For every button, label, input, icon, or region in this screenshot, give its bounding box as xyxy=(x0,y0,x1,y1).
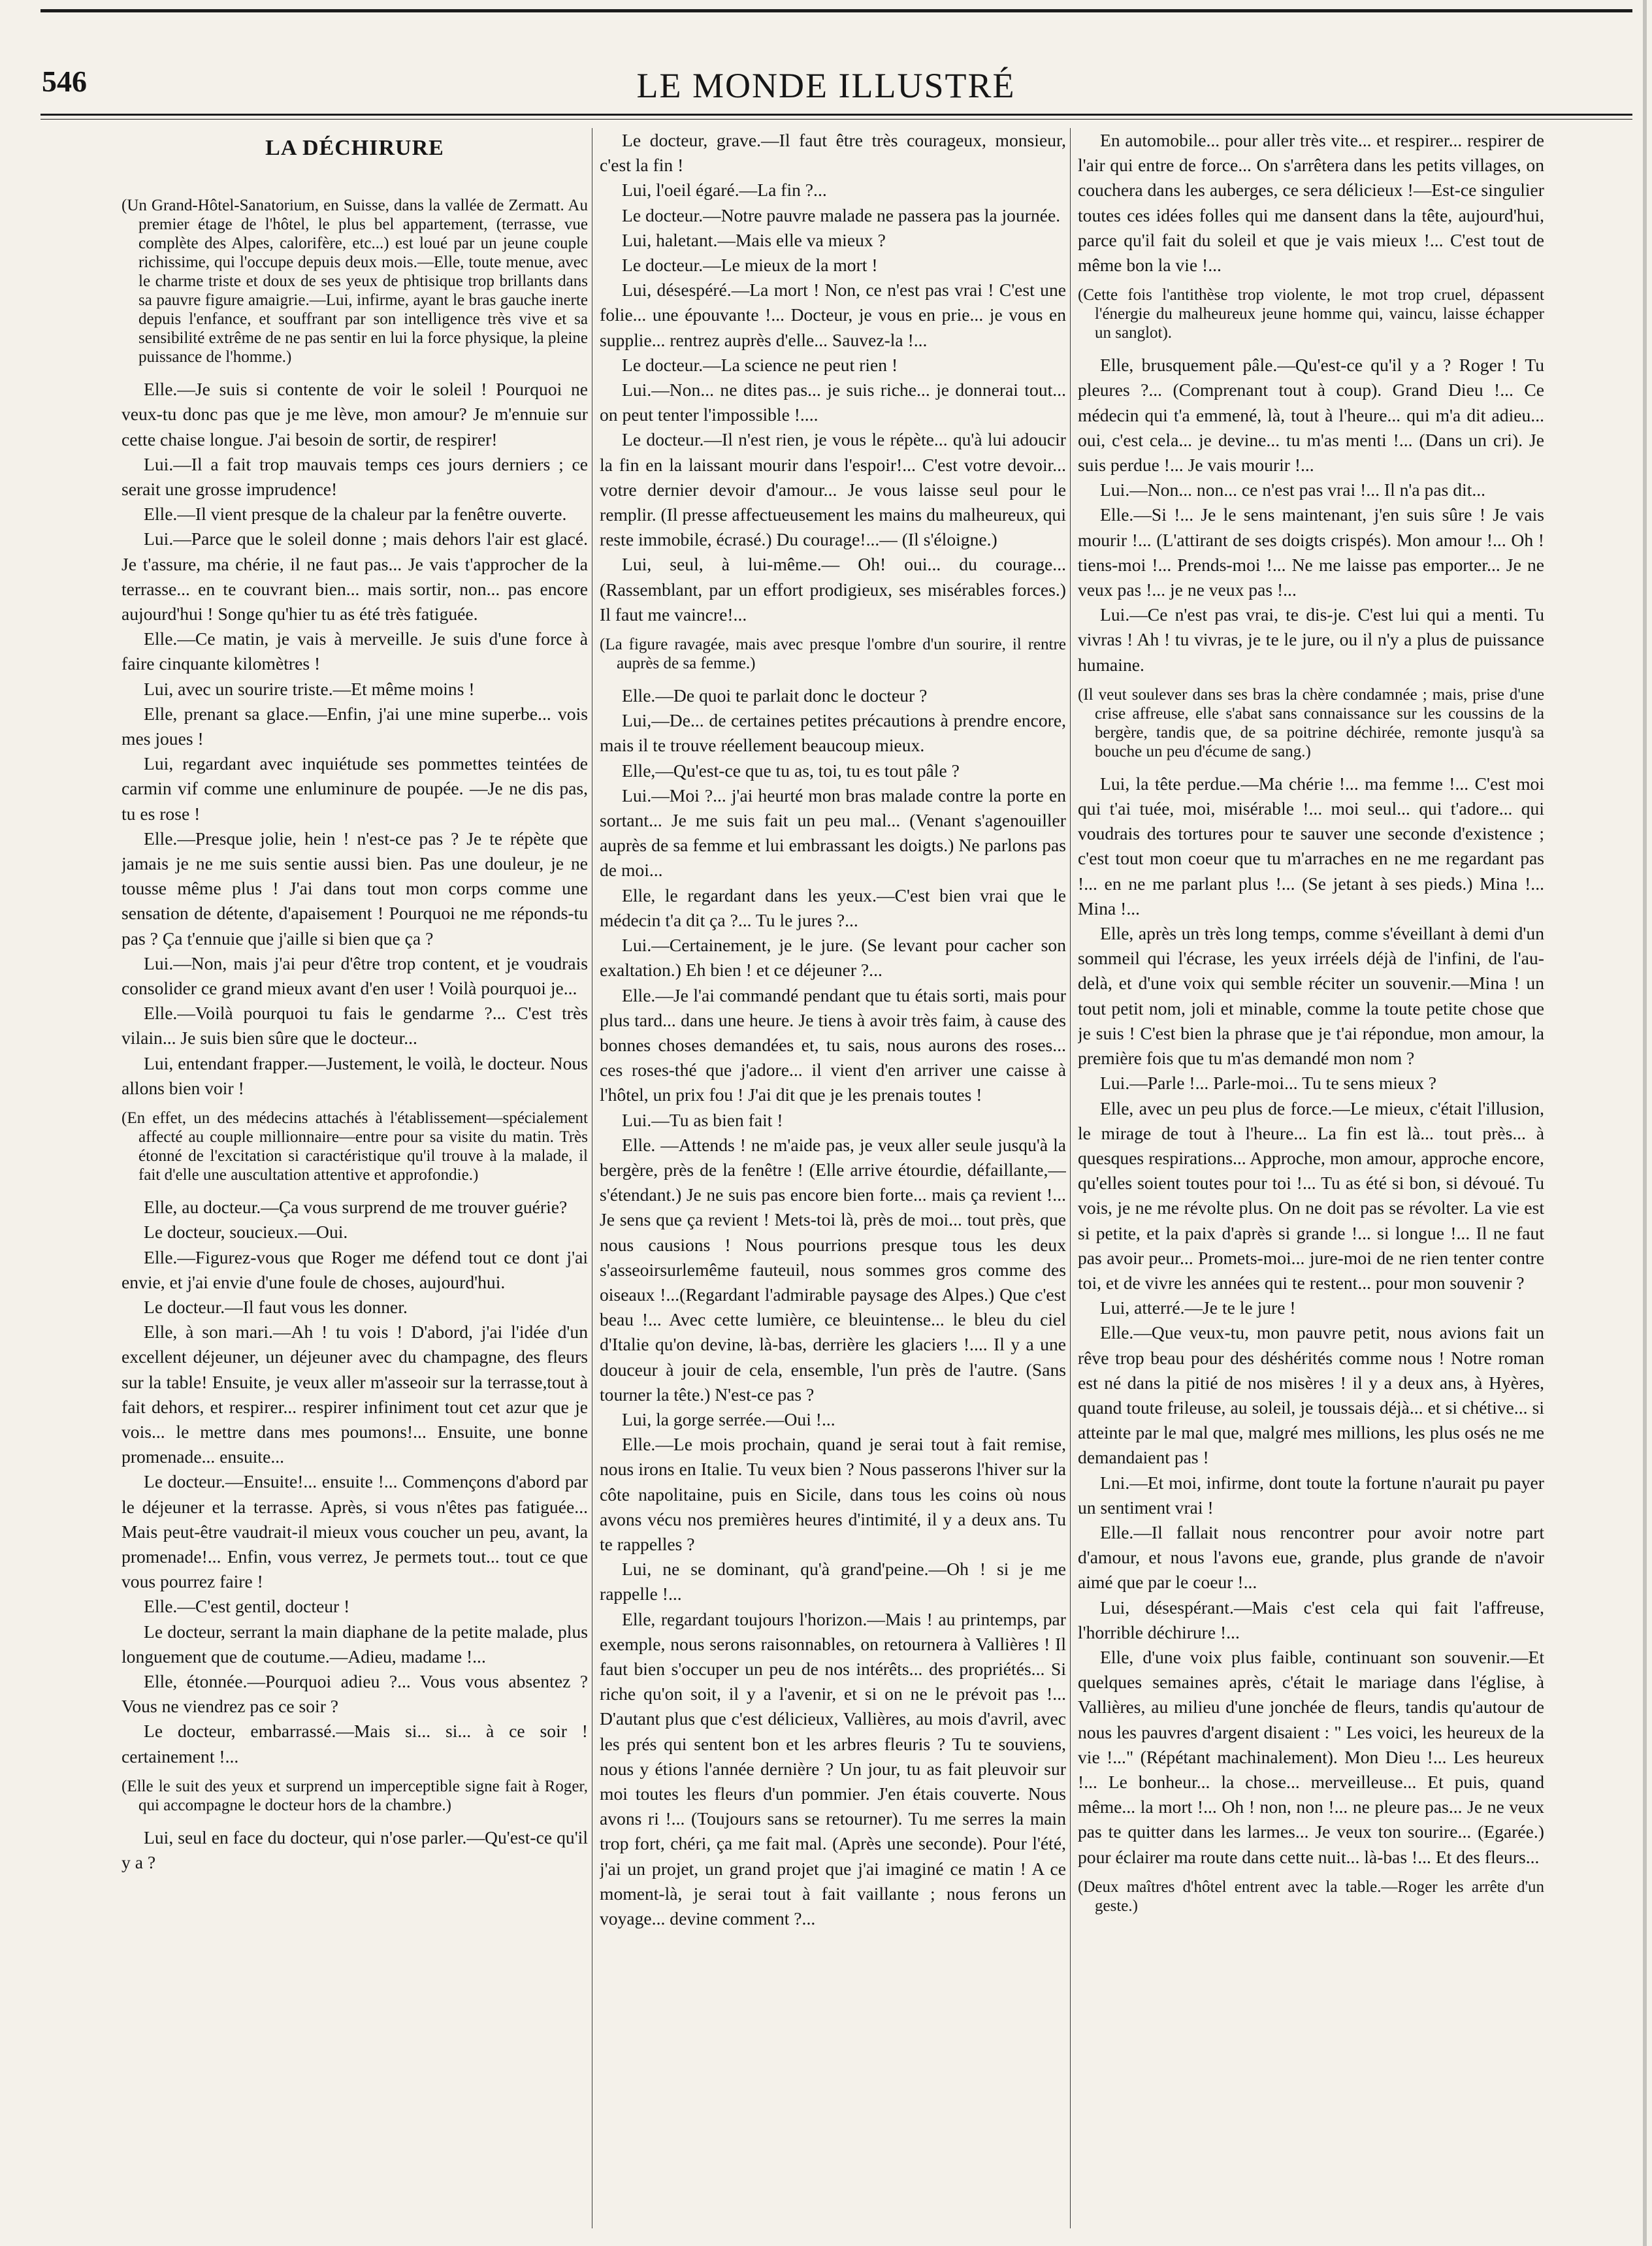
dialogue-paragraph: Le docteur.—Il faut vous les donner. xyxy=(144,1296,408,1317)
dialogue-paragraph: Lui.—Certainement, je le jure. (Se levant pour cacher son exaltation.) Eh bien ! et ce déjeuner ?... xyxy=(600,935,1066,981)
stage-direction: (Un Grand-Hôtel-Sanatorium, en Suisse, dans la vallée de Zermatt. Au premier étage de l'hôtel, le plus bel appartement, (terrasse, vue complète des Alpes, calorifère, etc...) est loué par un jeune couple richissime, qui l'occupe depuis deux mois.—Elle, toute menue, avec le charme triste et doux de ses yeux de phtisique trop brillants dans sa pauvre figure amaigrie.—Lui, infirme, ayant le bras gauche inerte depuis l'enfance, et souffrant par son intelligence très vive et sa sensibilité extrême de ne pas sentir en lui la force physique, la pleine puissance de l'homme.) xyxy=(121,197,588,366)
dialogue-paragraph: Lui, atterré.—Je te le jure ! xyxy=(1100,1297,1296,1318)
dialogue-paragraph: Lui,—De... de certaines petites précautions à prendre encore, mais il te trouve réellement beaucoup mieux. xyxy=(600,710,1066,756)
stage-direction: (Cette fois l'antithèse trop violente, le mot trop cruel, dépassent l'énergie du malheureux jeune homme qui, vaincu, laisse échapper un sanglot). xyxy=(1078,286,1544,342)
dialogue-paragraph: Lni.—Et moi, infirme, dont toute la fortune n'aurait pu payer un sentiment vrai ! xyxy=(1078,1472,1544,1518)
dialogue-paragraph: Lui.—Il a fait trop mauvais temps ces jours derniers ; ce serait une grosse imprudence! xyxy=(121,453,588,500)
article-title: LA DÉCHIRURE xyxy=(265,136,444,160)
dialogue-paragraph: Elle.—Ce matin, je vais à merveille. Je suis d'une force à faire cinquante kilomètres ! xyxy=(121,628,588,674)
dialogue-paragraph: Lui, regardant avec inquiétude ses pommettes teintées de carmin vif comme une enluminure de poupée. —Je ne dis pas, tu es rose ! xyxy=(121,753,588,824)
header-rule-thin xyxy=(40,119,1632,120)
dialogue-paragraph: Le docteur, embarrassé.—Mais si... si... à ce soir ! certainement !... xyxy=(121,1721,588,1766)
stage-direction: (Deux maîtres d'hôtel entrent avec la table.—Roger les arrête d'un geste.) xyxy=(1078,1878,1544,1915)
dialogue-paragraph: Le docteur.—Il n'est rien, je vous le répète... qu'à lui adoucir la fin en la laissant mourir dans l'espoir!... C'est votre devoir... votre dernier devoir d'amour... Je vous laisse seul pour le remplir. (Il presse affectueusement les mains du malheureux, qui reste immobile, écrasé.) Du courage!...— (Il s'éloigne.) xyxy=(600,429,1066,550)
page-edge-shadow xyxy=(1643,0,1647,2246)
column-3 xyxy=(1078,128,1544,2228)
column-1-body xyxy=(121,196,588,1875)
dialogue-paragraph: Lui.—Non, mais j'ai peur d'être trop content, et je voudrais consolider ce grand mieux avant d'en user ! Voilà pourquoi je... xyxy=(121,952,588,999)
dialogue-paragraph: Le docteur, soucieux.—Oui. xyxy=(144,1222,348,1243)
dialogue-paragraph: Le docteur.—Le mieux de la mort ! xyxy=(622,255,878,276)
dialogue-paragraph: Elle, avec un peu plus de force.—Le mieux, c'était l'illusion, le mirage de tout à l'heure... La fin est là... tout près... à quesques respirations... Approche, mon amour, approche encore, qu'elles soient toutes pour toi !... Tu as été si bon, si dévoué. Tu vois, je ne me révolte plus. On ne doit pas se révolter. La vie est si petite, et la paix d'après si grande !... si longue !... Il ne faut pas avoir peur... Promets-moi... jure-moi de ne rien tenter contre toi, et de vivre les années qui te restent... pour mon souvenir ? xyxy=(1078,1098,1544,1293)
dialogue-paragraph: Lui, avec un sourire triste.—Et même moins ! xyxy=(144,678,475,699)
page-number: 546 xyxy=(42,65,87,98)
dialogue-paragraph: Elle.—C'est gentil, docteur ! xyxy=(144,1596,350,1617)
column-3-body xyxy=(1078,128,1544,1915)
dialogue-paragraph: Elle, au docteur.—Ça vous surprend de me trouver guérie? xyxy=(144,1197,568,1218)
dialogue-paragraph: Elle, à son mari.—Ah ! tu vois ! D'abord, j'ai l'idée d'un excellent déjeuner, un déjeuner avec du champagne, des fleurs sur la table! Ensuite, je veux aller m'asseoir sur la terrasse,tout à fait dehors, et respirer... respirer infiniment tout cet azur que je vois... le mettre dans mes poumons!... Ensuite, une bonne promenade... ensuite... xyxy=(121,1322,588,1467)
dialogue-paragraph: Elle.—Presque jolie, hein ! n'est-ce pas ? Je te répète que jamais je ne me suis sentie aussi bien. Pas une douleur, je ne tousse même plus ! J'ai dans tout mon corps comme une sensation de détente, d'apaisement ! Pourquoi ne me réponds-tu pas ? Ça t'ennuie que j'aille si bien que ça ? xyxy=(121,828,588,949)
dialogue-paragraph: Lui, l'oeil égaré.—La fin ?... xyxy=(622,180,827,201)
dialogue-paragraph: Elle, d'une voix plus faible, continuant son souvenir.—Et quelques semaines après, c'était le mariage dans l'église, à Vallières, au milieu d'une jonchée de fleurs, tandis qu'autour de nous les pauvres d'argent disaient : " Les voici, les heureux de la vie !..." (Répétant machinalement). Mon Dieu !... Les heureux !... Le bonheur... la chose... merveilleuse... Et puis, quand même... la mort !... Oh ! non, non !... ne pleure pas... Je ne veux pas te quitter dans les larmes... Je veux ton sourire... (Egarée.) pour éclairer ma route dans cette nuit... là-bas !... Et des fleurs... xyxy=(1078,1646,1544,1867)
dialogue-paragraph: Elle.—Je suis si contente de voir le soleil ! Pourquoi ne veux-tu donc pas que je me lève, mon amour? Je m'ennuie sur cette chaise longue. J'ai besoin de sortir, de respirer! xyxy=(121,379,588,449)
masthead: LE MONDE ILLUSTRÉ xyxy=(636,66,1016,105)
dialogue-paragraph: Lui, entendant frapper.—Justement, le voilà, le docteur. Nous allons bien voir ! xyxy=(121,1052,588,1098)
dialogue-paragraph: Lui.—Ce n'est pas vrai, te dis-je. C'est lui qui a menti. Tu vivras ! Ah ! tu vivras, je te le jure, ou il n'y a plus de puissance humaine. xyxy=(1078,604,1544,675)
dialogue-paragraph: Elle.—Il fallait nous rencontrer pour avoir notre part d'amour, et nous l'avons eue, grande, plus grande de n'avoir aimé que par le coeur !... xyxy=(1078,1522,1544,1593)
stage-direction: (Il veut soulever dans ses bras la chère condamnée ; mais, prise d'une crise affreuse, elle s'abat sans connaissance sur les coussins de la bergère, tandis que, de sa poitrine déchirée, remonte jusqu'à sa bouche un peu d'écume de sang.) xyxy=(1078,685,1544,760)
stage-direction: (En effet, un des médecins attachés à l'établissement—spécialement affecté au couple millionnaire—entre pour sa visite du matin. Très étonné de l'excitation si caractéristique qu'il trouve à la malade, il fait d'elle une auscultation attentive et approfondie.) xyxy=(121,1109,588,1184)
dialogue-paragraph: Elle.—Je l'ai commandé pendant que tu étais sorti, mais pour plus tard... dans une heure. Je tiens à avoir très faim, à cause des bonnes choses demandées et, tu sais, nous aurons des roses... ces roses-thé que j'adore... il vient d'en arriver une caisse à l'hôtel, un prix fou ! J'ai dit que je les prenais toutes ! xyxy=(600,985,1066,1105)
column-2 xyxy=(600,128,1066,2228)
dialogue-paragraph: Lui.—Tu as bien fait ! xyxy=(622,1109,783,1130)
dialogue-paragraph: Elle,—Qu'est-ce que tu as, toi, tu es tout pâle ? xyxy=(622,760,960,781)
dialogue-paragraph: Elle.—Voilà pourquoi tu fais le gendarme ?... C'est très vilain... Je suis bien sûre que le docteur... xyxy=(121,1003,588,1049)
dialogue-paragraph: Lui, désespérant.—Mais c'est cela qui fait l'affreuse, l'horrible déchirure !... xyxy=(1078,1597,1544,1642)
dialogue-paragraph: Lui.—Non... non... ce n'est pas vrai !... Il n'a pas dit... xyxy=(1100,480,1486,500)
dialogue-paragraph: Lui.—Moi ?... j'ai heurté mon bras malade contre la porte en sortant... Je me suis fait un peu mal... (Venant s'agenouiller auprès de sa femme et lui embrassant les doigts.) Ne parlons pas de moi... xyxy=(600,785,1066,881)
dialogue-paragraph: Elle.—Il vient presque de la chaleur par la fenêtre ouverte. xyxy=(144,504,567,525)
dialogue-paragraph: Lui.—Parce que le soleil donne ; mais dehors l'air est glacé. Je t'assure, ma chérie, il ne faut pas... Je vais t'approcher de la terrasse... en te couvrant bien... mais sortir, non... pas encore aujourd'hui ! Songe qu'hier tu as été très fatiguée. xyxy=(121,529,588,625)
stage-direction: (La figure ravagée, mais avec presque l'ombre d'un sourire, il rentre auprès de sa femme.) xyxy=(600,636,1066,673)
dialogue-paragraph: Elle.—De quoi te parlait donc le docteur ? xyxy=(622,685,928,706)
dialogue-paragraph: Le docteur, grave.—Il faut être très courageux, monsieur, c'est la fin ! xyxy=(600,130,1066,176)
dialogue-paragraph: Le docteur.—Ensuite!... ensuite !... Commençons d'abord par le déjeuner et la terrasse. Après, si vous n'êtes pas fatiguée... Mais peut-être vaudrait-il mieux vous coucher un peu, avant, la promenade!... Enfin, vous verrez, Je permets tout... tout ce que vous pourrez faire ! xyxy=(121,1471,588,1592)
dialogue-paragraph: Lui, seul, à lui-même.— Oh! oui... du courage... (Rassemblant, par un effort prodigieux, ses misérables forces.) Il faut me vaincre!... xyxy=(600,554,1066,625)
column-divider-2 xyxy=(1070,128,1071,2228)
dialogue-paragraph: Le docteur, serrant la main diaphane de la petite malade, plus longuement que de coutume.—Adieu, madame !... xyxy=(121,1621,588,1667)
top-rule xyxy=(40,9,1632,12)
dialogue-paragraph: En automobile... pour aller très vite... et respirer... respirer de l'air qui entre de force... On s'arrêtera dans les petits villages, on couchera dans les auberges, ce sera délicieux !—Est-ce singulier toutes ces idées folles qui me dansent dans la tête, aujourd'hui, parce qu'il fait du soleil et que je vais mieux !... C'est tout de même bon la vie !... xyxy=(1078,130,1544,276)
dialogue-paragraph: Lui, désespéré.—La mort ! Non, ce n'est pas vrai ! C'est une folie... une épouvante !... Docteur, je vous en prie... je vous en supplie... rentrez auprès d'elle... Sauvez-la !... xyxy=(600,280,1066,350)
dialogue-paragraph: Elle, étonnée.—Pourquoi adieu ?... Vous vous absentez ? Vous ne viendrez pas ce soir ? xyxy=(121,1670,588,1717)
dialogue-paragraph: Lui, la gorge serrée.—Oui !... xyxy=(622,1408,835,1429)
dialogue-paragraph: Elle, regardant toujours l'horizon.—Mais ! au printemps, par exemple, nous serons raisonnables, on retournera à Vallières ! Il faut bien s'occuper un peu de nos intérêts... des propriétés... Si riche qu'on soit, il y a l'avenir, et si on ne le prévoit pas !... D'autant plus que c'est délicieux, Vallières, au mois d'avril, avec les prés qui sentent bon et les arbres fleuris ? Tu te souviens, nous y étions l'année dernière ? Un jour, tu as fait pleuvoir sur moi toutes les fleurs d'un pommier. J'en étais couverte. Nous avons ri !... (Toujours sans se retourner). Tu me serres la main trop fort, chéri, ça me fait mal. (Après une seconde). Pour l'été, j'ai un projet, un grand projet que j'ai imaginé ce matin ! A ce moment-là, je serai tout à fait vaillante ; nous ferons un voyage... devine comment ?... xyxy=(600,1608,1066,1929)
dialogue-paragraph: Elle, brusquement pâle.—Qu'est-ce qu'il y a ? Roger ! Tu pleures ?... (Comprenant tout à coup). Grand Dieu !... Ce médecin qui t'a emmené, là, tout à l'heure... qui m'a dit adieu... oui, c'est cela... je devine... tu m'as menti !... (Dans un cri). Je suis perdue !... Je vais mourir !... xyxy=(1078,355,1544,476)
dialogue-paragraph: Lui, haletant.—Mais elle va mieux ? xyxy=(622,229,886,250)
dialogue-paragraph: Elle, après un très long temps, comme s'éveillant à demi d'un sommeil qui l'écrase, les yeux irréels déjà de l'infini, de l'au-delà, et d'une voix qui semble réciter un souvenir.—Mina ! un tout petit nom, joli et minable, comme la toute petite chose que je suis ! C'est bien la phrase que je t'ai répondue, mon amour, la première fois que tu m'as demandé mon nom ? xyxy=(1078,923,1544,1069)
dialogue-paragraph: Lui.—Parle !... Parle-moi... Tu te sens mieux ? xyxy=(1100,1073,1437,1094)
dialogue-paragraph: Lui, la tête perdue.—Ma chérie !... ma femme !... C'est moi qui t'ai tuée, moi, misérable !... moi seul... qui t'adore... qui voudrais des tortures pour te sauver une seconde d'existence ; c'est tout mon coeur que tu m'arraches en ne me regardant pas !... en ne me parlant plus !... (Se jetant à ses pieds.) Mina !... Mina !... xyxy=(1078,773,1544,919)
dialogue-paragraph: Elle.—Le mois prochain, quand je serai tout à fait remise, nous irons en Italie. Tu veux bien ? Nous passerons l'hiver sur la côte napolitaine, puis en Sicile, dans tous les coins où nous avons vécu nos premières heures d'intimité, il y a deux ans. Tu te rappelles ? xyxy=(600,1434,1066,1554)
dialogue-paragraph: Elle.—Si !... Je le sens maintenant, j'en suis sûre ! Je vais mourir !... (L'attirant de ses doigts crispés). Mon amour !... Oh ! tiens-moi !... Prends-moi !... Ne me laisse pas emporter... Je ne veux pas !... je ne veux pas !... xyxy=(1078,504,1544,600)
dialogue-paragraph: Lui.—Non... ne dites pas... je suis riche... je donnerai tout... on peut tenter l'impossible !.... xyxy=(600,380,1066,425)
dialogue-paragraph: Elle. —Attends ! ne m'aide pas, je veux aller seule jusqu'à la bergère, près de la fenêtre ! (Elle arrive étourdie, défaillante,— s'étendant.) Je ne suis pas encore bien forte... mais ça revient !... Je sens que ça revient ! Mets-toi là, près de moi... tout près, que nous causions ! Nous pourrions presque tous les deux s'asseoirsurlemême fauteuil, nous sommes gros comme des oiseaux !...(Regardant l'admirable paysage des Alpes.) Que c'est beau !... Avec cette lumière, ce bleuintense... le bleu du ciel d'Italie qu'on devine, là-bas, derrière les glaciers !.... Il y a une douceur à jouir de cela, ensemble, l'un près de l'autre. (Sans tourner la tête.) N'est-ce pas ? xyxy=(600,1134,1066,1405)
header-rule xyxy=(40,114,1632,116)
dialogue-paragraph: Lui, ne se dominant, qu'à grand'peine.—Oh ! si je me rappelle !... xyxy=(600,1559,1066,1604)
dialogue-paragraph: Le docteur.—La science ne peut rien ! xyxy=(622,354,898,375)
dialogue-paragraph: Elle, le regardant dans les yeux.—C'est bien vrai que le médecin t'a dit ça ?... Tu le jures ?... xyxy=(600,885,1066,930)
dialogue-paragraph: Elle, prenant sa glace.—Enfin, j'ai une mine superbe... vois mes joues ! xyxy=(121,703,588,749)
column-1 xyxy=(121,128,588,2228)
stage-direction: (Elle le suit des yeux et surprend un imperceptible signe fait à Roger, qui accompagne le docteur hors de la chambre.) xyxy=(121,1777,588,1814)
dialogue-paragraph: Elle.—Figurez-vous que Roger me défend tout ce dont j'ai envie, et j'ai envie d'une foule de choses, aujourd'hui. xyxy=(121,1246,588,1292)
dialogue-paragraph: Le docteur.—Notre pauvre malade ne passera pas la journée. xyxy=(622,204,1061,225)
dialogue-paragraph: Lui, seul en face du docteur, qui n'ose parler.—Qu'est-ce qu'il y a ? xyxy=(121,1827,588,1872)
column-2-body xyxy=(600,128,1066,1931)
dialogue-paragraph: Elle.—Que veux-tu, mon pauvre petit, nous avions fait un rêve trop beau pour des déshérités comme nous ! Notre roman est né dans la pitié de nos misères ! il y a deux ans, à Hyères, quand toute frileuse, au soleil, je toussais déjà... et si chétive... si atteinte par le mal que, malgré mes millions, les plus osés ne me demandaient pas ! xyxy=(1078,1322,1544,1468)
